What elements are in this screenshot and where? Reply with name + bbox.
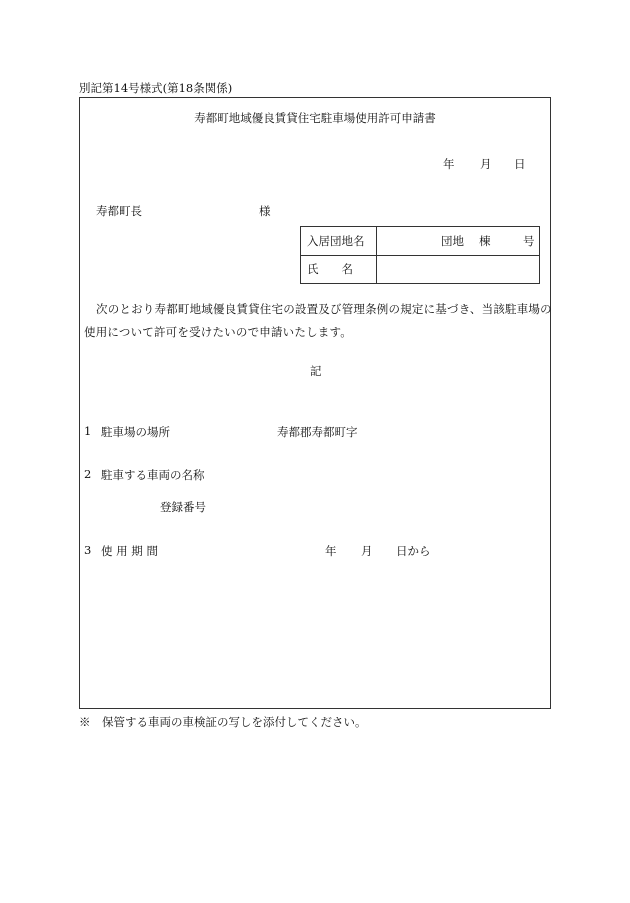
to-label: 棟 [479,234,491,248]
item-3-year: 年 [325,544,337,558]
footnote: ※ 保管する車両の車検証の写しを添付してください。 [79,715,367,729]
item-3-from: 日から [396,544,431,558]
item-1-number: 1 [84,424,92,438]
addressee: 寿都町長 [96,204,142,218]
go-label: 号 [523,234,535,248]
form-title: 寿都町地域優良賃貸住宅駐車場使用許可申請書 [194,111,436,125]
name-label: 氏 名 [307,262,353,276]
applicant-info-table [300,226,540,284]
table-row-residence [301,227,539,256]
danchi-label: 団地 [441,234,464,248]
item-2-sub-label: 登録番号 [160,500,206,514]
body-text-line-1: 次のとおり寿都町地域優良賃貸住宅の設置及び管理条例の規定に基づき、当該駐車場の [96,302,552,316]
date-month-label: 月 [480,157,492,171]
item-3-number: 3 [84,543,92,557]
residence-label: 入居団地名 [307,234,365,248]
body-text-line-2: 使用について許可を受けたいので申請いたします。 [84,325,352,339]
item-2-number: 2 [84,467,92,481]
date-year-label: 年 [443,157,455,171]
honorific: 様 [259,204,271,218]
table-divider [376,227,377,283]
form-number-label: 別記第14号様式(第18条関係) [79,81,233,95]
form-frame [79,97,551,709]
ki-heading: 記 [310,364,322,378]
item-2-label: 駐車する車両の名称 [101,468,205,482]
item-3-month: 月 [361,544,373,558]
item-3-label: 使 用 期 間 [101,544,158,558]
table-row-name [301,255,539,283]
item-1-value: 寿都郡寿都町字 [277,425,358,439]
item-1-label: 駐車場の場所 [101,425,170,439]
date-day-label: 日 [514,157,526,171]
